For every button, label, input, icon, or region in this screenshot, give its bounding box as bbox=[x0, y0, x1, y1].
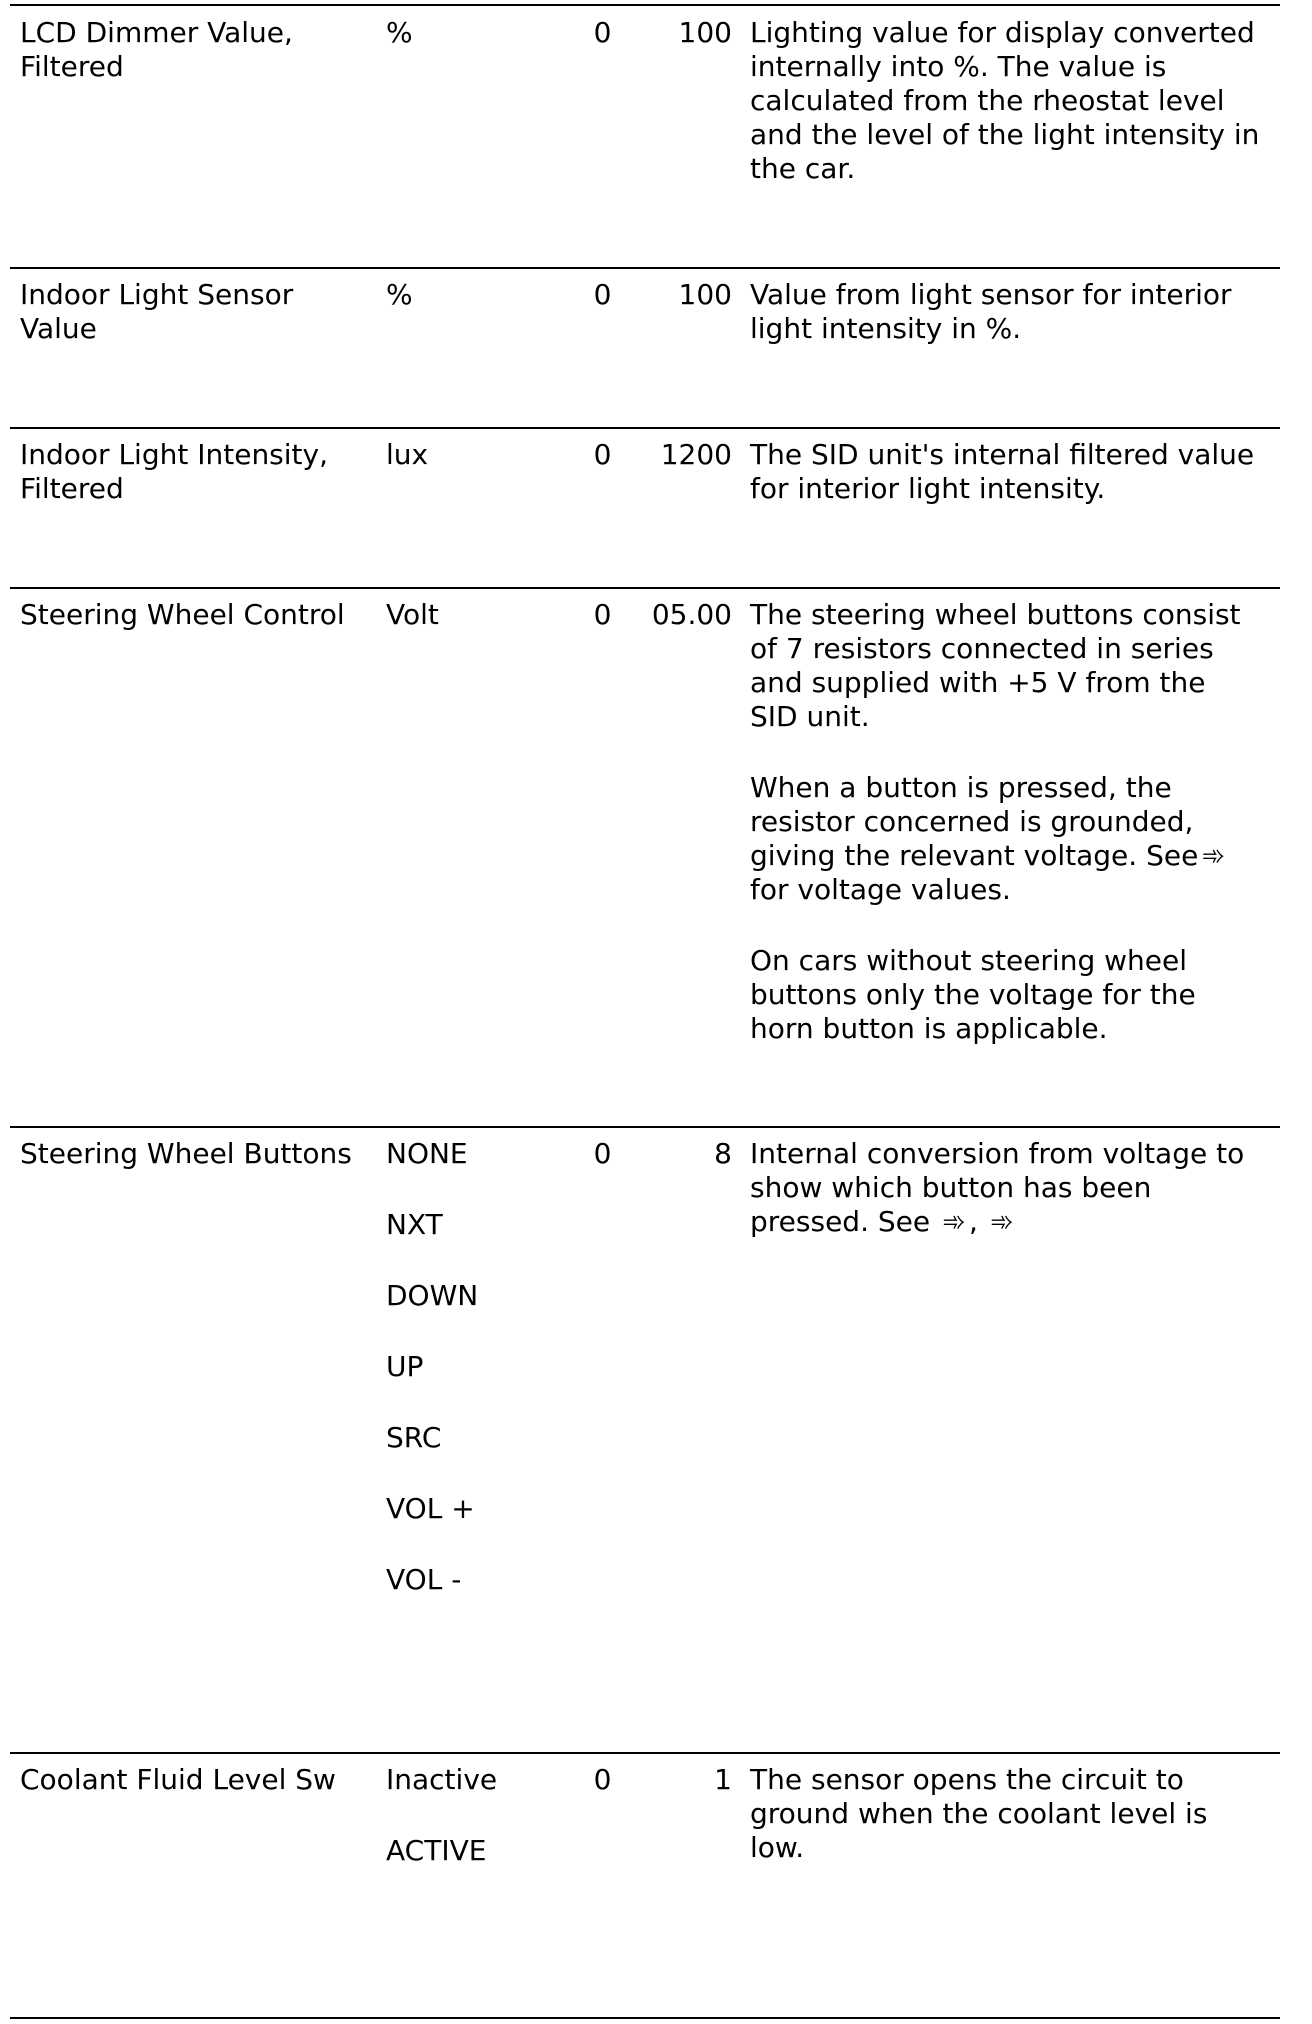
signal-unit: Volt bbox=[386, 598, 439, 631]
signal-min: 0 bbox=[593, 16, 612, 49]
unit-option: UP bbox=[386, 1350, 424, 1383]
description-text: giving the relevant voltage. See bbox=[750, 839, 1199, 872]
row-divider bbox=[10, 587, 1280, 589]
unit-option: DOWN bbox=[386, 1279, 479, 1312]
link-separator: , bbox=[969, 1205, 978, 1238]
row-divider bbox=[10, 1752, 1280, 1754]
description-paragraph: When a button is pressed, the resistor concerned is grounded, giving the relevant voltage. See ➾ for voltage values. bbox=[750, 771, 1270, 907]
signal-max: 100 bbox=[678, 16, 732, 49]
signal-unit-options bbox=[386, 1763, 576, 1905]
signal-max: 1200 bbox=[660, 438, 732, 471]
right-arrow-link-icon[interactable]: ➾ bbox=[990, 1205, 1014, 1238]
description-paragraph: On cars without steering wheel buttons only the voltage for the horn button is applicable. bbox=[750, 944, 1196, 1045]
signal-min: 0 bbox=[593, 1137, 612, 1170]
row-divider bbox=[10, 267, 1280, 269]
signal-unit: lux bbox=[386, 438, 429, 471]
right-arrow-link-icon[interactable]: ➾ bbox=[1201, 839, 1226, 872]
signal-name: Steering Wheel Control bbox=[20, 598, 345, 631]
signal-min: 0 bbox=[593, 598, 612, 631]
signal-max: 100 bbox=[678, 278, 732, 311]
signal-name: Coolant Fluid Level Sw bbox=[20, 1763, 336, 1796]
signal-min: 0 bbox=[593, 278, 612, 311]
signal-min: 0 bbox=[593, 1763, 612, 1796]
signal-unit: % bbox=[386, 278, 413, 311]
row-divider bbox=[10, 2017, 1280, 2019]
unit-option: VOL - bbox=[386, 1563, 462, 1596]
signal-max: 8 bbox=[714, 1137, 732, 1170]
signal-description: The SID unit's internal filtered value for interior light intensity. bbox=[750, 438, 1255, 505]
signal-max: 1 bbox=[714, 1763, 732, 1796]
signal-name: Indoor Light Intensity, Filtered bbox=[20, 438, 328, 505]
signal-description: Value from light sensor for interior light intensity in %. bbox=[750, 278, 1232, 345]
description-paragraph: The steering wheel buttons consist of 7 resistors connected in series and supplied with +5 V from the SID unit. bbox=[750, 598, 1241, 733]
signal-unit: % bbox=[386, 16, 413, 49]
signal-description: The sensor opens the circuit to ground when the coolant level is low. bbox=[750, 1763, 1208, 1864]
signal-max: 05.00 bbox=[651, 598, 732, 631]
unit-option: VOL + bbox=[386, 1492, 475, 1525]
signal-unit-options bbox=[386, 1137, 576, 1634]
unit-option: NONE bbox=[386, 1137, 468, 1170]
row-divider bbox=[10, 427, 1280, 429]
unit-option: Inactive bbox=[386, 1763, 498, 1796]
signal-description: Internal conversion from voltage to show which button has been pressed. See ➾ , ➾ bbox=[750, 1137, 1245, 1238]
signal-min: 0 bbox=[593, 438, 612, 471]
unit-option: SRC bbox=[386, 1421, 442, 1454]
signal-name: LCD Dimmer Value, Filtered bbox=[20, 16, 293, 83]
signal-description: Lighting value for display converted internally into %. The value is calculated from the rheostat level and the level of the light intensity in the car. bbox=[750, 16, 1260, 185]
unit-option: ACTIVE bbox=[386, 1834, 487, 1867]
unit-option: NXT bbox=[386, 1208, 443, 1241]
signal-name: Steering Wheel Buttons bbox=[20, 1137, 352, 1170]
row-divider bbox=[10, 4, 1280, 6]
signal-description bbox=[750, 598, 1270, 1046]
description-text: pressed. See bbox=[750, 1205, 931, 1238]
signal-name: Indoor Light Sensor Value bbox=[20, 278, 294, 345]
right-arrow-link-icon[interactable]: ➾ bbox=[942, 1205, 966, 1238]
row-divider bbox=[10, 1126, 1280, 1128]
